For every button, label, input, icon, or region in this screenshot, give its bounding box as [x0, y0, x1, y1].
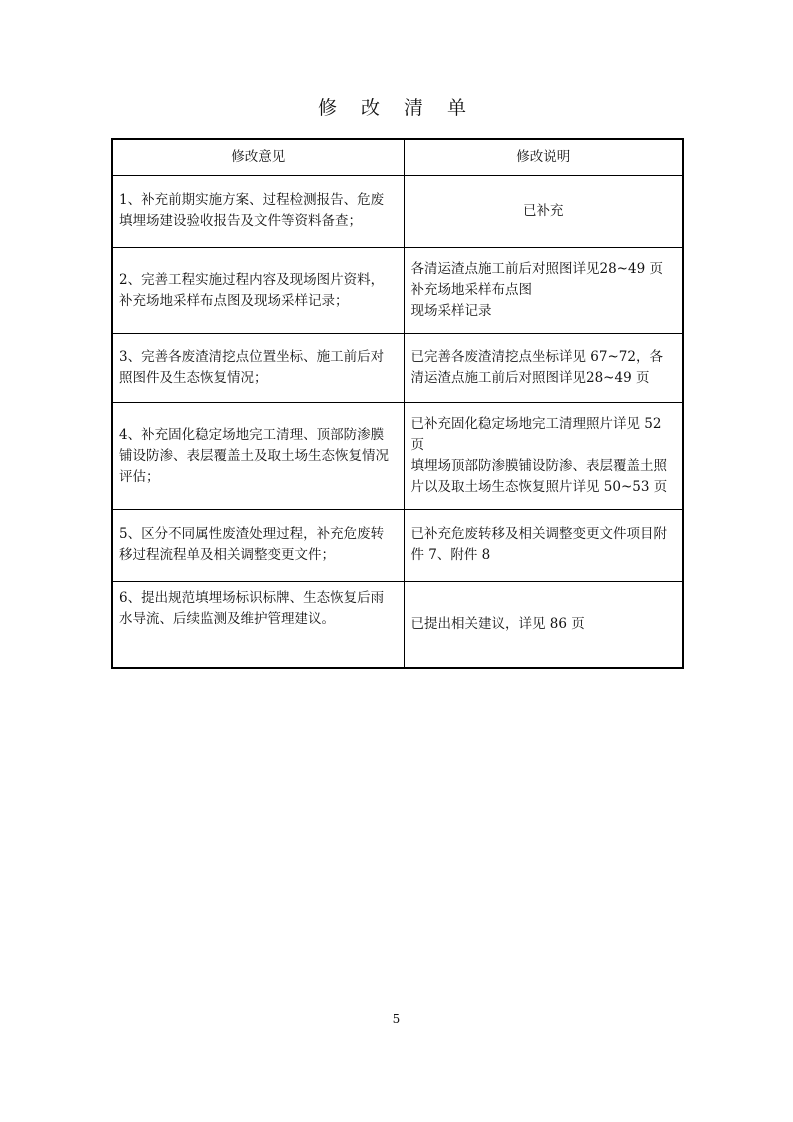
note-line: 已提出相关建议，详见 86 页: [410, 616, 585, 633]
table-row: [112, 582, 683, 668]
note-line: 已完善各废渣清挖点坐标详见 67~72，各清运渣点施工前后对照图详见28~49 页: [410, 349, 663, 387]
opinion-cell: 5、区分不同属性废渣处理过程，补充危废转移过程流程单及相关调整变更文件；: [112, 509, 404, 581]
table-row: [112, 403, 683, 509]
header-opinion: 修改意见: [112, 139, 404, 175]
note-cell: [404, 403, 683, 509]
note-cell: [404, 175, 683, 247]
table-row: [112, 175, 683, 247]
note-line: 现场采样记录: [410, 303, 492, 320]
opinion-cell: 4、补充固化稳定场地完工清理、顶部防渗膜铺设防渗、表层覆盖土及取土场生态恢复情况评估；: [112, 403, 404, 509]
page-title: 修 改 清 单: [317, 97, 476, 119]
page-number: 5: [392, 1012, 401, 1026]
note-cell: [404, 247, 683, 333]
opinion-cell: 2、完善工程实施过程内容及现场图片资料，补充场地采样布点图及现场采样记录；: [112, 247, 404, 333]
note-cell: [404, 582, 683, 668]
opinion-cell: 3、完善各废渣清挖点位置坐标、施工前后对照图件及生态恢复情况；: [112, 334, 404, 403]
table-header-row: [112, 139, 683, 175]
table-row: [112, 247, 683, 333]
note-line: 填埋场顶部防渗膜铺设防渗、表层覆盖土照片以及取土场生态恢复照片详见 50~53 页: [410, 458, 668, 496]
note-line: 补充场地采样布点图: [410, 282, 532, 299]
table-row: [112, 334, 683, 403]
revision-table: [111, 138, 684, 669]
note-cell: [404, 509, 683, 581]
note-line: 已补充危废转移及相关调整变更文件项目附件 7、附件 8: [410, 526, 667, 564]
opinion-cell: 1、补充前期实施方案、过程检测报告、危废填埋场建设验收报告及文件等资料备查；: [112, 175, 404, 247]
note-cell: [404, 334, 683, 403]
note-line: 已补充固化稳定场地完工清理照片详见 52 页: [410, 416, 662, 454]
opinion-cell: 6、提出规范填埋场标识标牌、生态恢复后雨水导流、后续监测及维护管理建议。: [112, 582, 404, 668]
table-row: [112, 509, 683, 581]
note-line: 各清运渣点施工前后对照图详见28~49 页: [410, 261, 663, 278]
note-line: 已补充: [523, 202, 564, 219]
header-note: 修改说明: [404, 139, 683, 175]
